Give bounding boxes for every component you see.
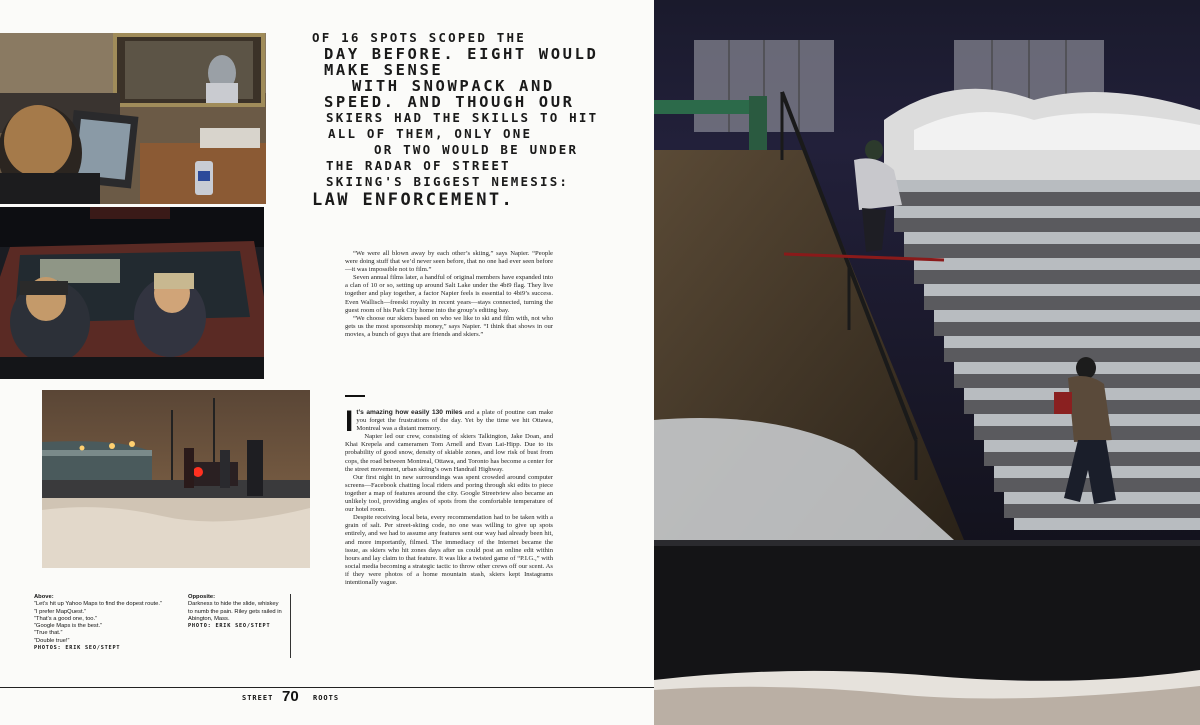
pull-quote-line: OF 16 SPOTS SCOPED THE — [312, 30, 526, 45]
pull-quote-line: SPEED. AND THOUGH OUR — [324, 93, 575, 111]
pull-quote-line: DAY BEFORE. EIGHT WOULD — [324, 45, 599, 63]
caption-opposite — [188, 594, 283, 630]
body-paragraph: Seven annual films later, a handful of original members have expanded into a clan of 10 or so, setting up around Salt Lake under the 4bi9 flag. They live together and play together, a factor Napier feels is essential to 4bi9’s success. Even Wallisch—freeski royalty in recent years—stays connected, turning the guest room of his Park City home into the group’s editing bay. — [345, 274, 553, 314]
lead-in-bold: t’s amazing how easily 130 miles — [356, 409, 463, 416]
caption-line: “I prefer MapQuest.” — [34, 608, 87, 615]
section-divider — [345, 395, 365, 397]
caption-line: “Double true!” — [34, 637, 70, 644]
folio-section-left: STREET — [242, 694, 274, 702]
folio — [0, 689, 660, 707]
pull-quote-line: LAW ENFORCEMENT. — [312, 190, 515, 210]
pull-quote-line: SKIERS HAD THE SKILLS TO HIT — [326, 110, 599, 125]
pull-quote-line: SKIING'S BIGGEST NEMESIS: — [326, 174, 570, 189]
photo-night-street — [42, 390, 310, 568]
body-column-upper — [345, 250, 553, 382]
pull-quote — [312, 30, 599, 211]
footer-rule — [0, 687, 660, 688]
photo-credit: PHOTO: ERIK SEO/STEPT — [188, 623, 271, 630]
caption-above — [34, 594, 184, 652]
pull-quote-line: THE RADAR OF STREET — [326, 158, 511, 173]
body-column-lower — [345, 405, 553, 671]
photo-car-interior — [0, 207, 264, 379]
body-paragraph: Napier led our crew, consisting of skiers Talkington, Jake Doan, and Khai Krepela and cameramen Tom Arnell and Evan Lai-Hipp. Due to its probability of good snow, density of skiable zones, and low risk of bust from cops, the road between Montreal, Ottawa, and Toronto has become a center for the street movement, urban skiing’s own Handrail Highway. — [345, 433, 553, 473]
photo-credit: PHOTOS: ERIK SEO/STEPT — [34, 645, 121, 652]
body-paragraph-lead — [345, 405, 553, 438]
body-paragraph: Despite receiving local beta, every recommendation had to be taken with a grain of salt. Per street-skiing code, no one was willing to give up spots entirely, and we had to assume any features sent our way had already been hit, and more importantly, filmed. The immediacy of the Internet became the issue, as skiers who hit zones days after us could post an online edit within hours and lay claim to that feature. It was like a twisted game of “P.I.G.,” with social media becoming a strategic tactic to throw other crews off our scent. As if they were photos of a home mountain stash, skiers kept Instagrams intentionally vague. — [345, 514, 553, 586]
photo-hotel-room — [0, 33, 266, 204]
body-paragraph: Our first night in new surroundings was spent crowded around computer screens—Facebook chatting local riders and poring through ski edits to piece together a map of features around the city. Google Streetview also became an unlikely tool, providing angles of spots from the comfortable temperature of our hotel room. — [345, 473, 553, 514]
caption-title: Opposite: — [188, 594, 216, 600]
caption-title: Above: — [34, 594, 54, 600]
photo-handrail-skier — [654, 0, 1200, 725]
page-number: 70 — [282, 688, 299, 705]
body-paragraph: “We were all blown away by each other’s skiing,” says Napier. “People were doing stuff that we’d never seen before, that no one had ever seen before—it was impossible not to film.” — [345, 250, 553, 274]
body-paragraph: “We choose our skiers based on who we like to ski and film with, not who gets us the most sponsorship money,” says Napier. “I think that shows in our movies, a bunch of guys that are friends and skiers.” — [345, 314, 553, 338]
drop-cap: I — [345, 405, 354, 438]
caption-line: “Google Maps is the best.” — [34, 623, 102, 630]
lead-in-rest: and a plate of poutine can make you forget the frustrations of the day. Yet by the time we hit Ottawa, Montreal was a distant memory. — [356, 409, 553, 433]
caption-text: Darkness to hide the slide, whiskey to numb the pain. Riley gets railed in Abington, Mass. — [188, 601, 282, 622]
folio-section-right: ROOTS — [313, 694, 340, 702]
pull-quote-line: OR TWO WOULD BE UNDER — [374, 142, 579, 157]
pull-quote-line: ALL OF THEM, ONLY ONE — [328, 126, 533, 141]
caption-line: “That’s a good one, too.” — [34, 615, 98, 622]
pull-quote-line: WITH SNOWPACK AND — [352, 77, 555, 95]
caption-line: “Let’s hit up Yahoo Maps to find the dopest route.” — [34, 601, 162, 608]
pull-quote-line: MAKE SENSE — [324, 61, 444, 79]
caption-line: “True that.” — [34, 630, 63, 637]
caption-divider — [290, 594, 291, 658]
